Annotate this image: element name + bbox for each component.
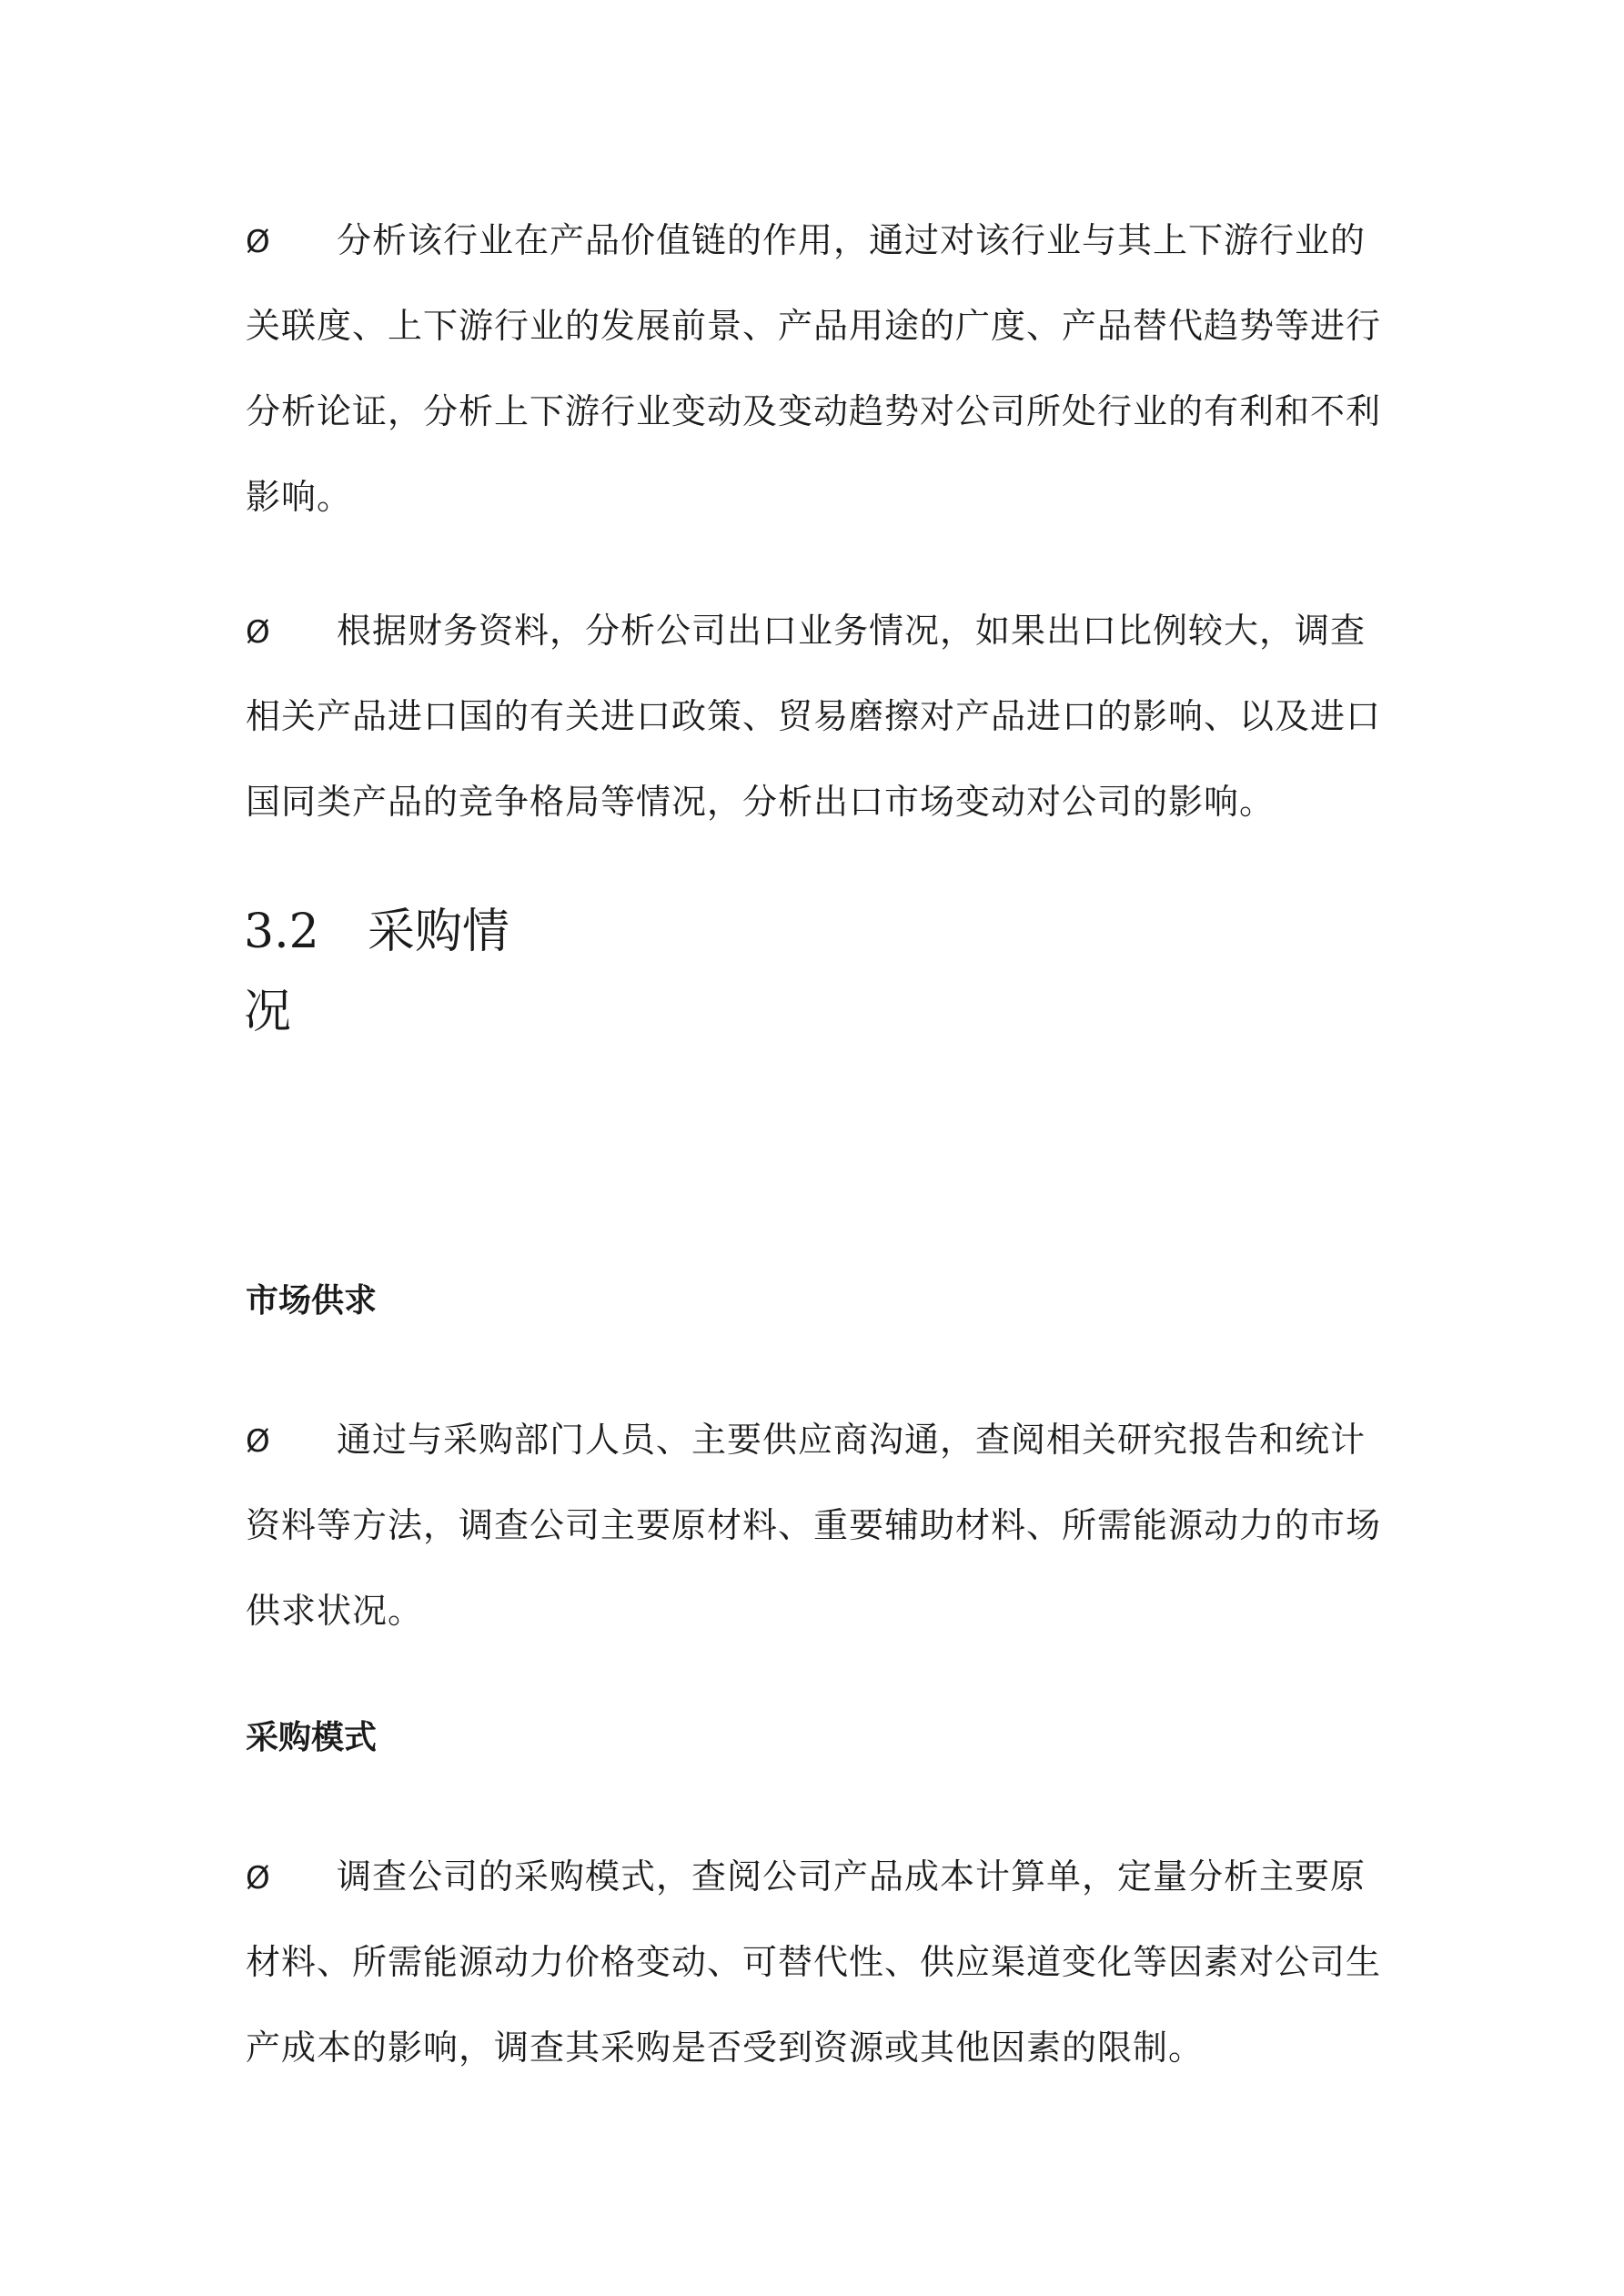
paragraph-line: 材料、所需能源动力价格变动、可替代性、供应渠道变化等因素对公司生 — [246, 1942, 1382, 1982]
paragraph-line: Ø 根据财务资料，分析公司出口业务情况，如果出口比例较大，调查 — [246, 588, 1392, 673]
section-heading — [244, 892, 509, 1052]
paragraph-line: 相关产品进口国的有关进口政策、贸易磨擦对产品进口的影响、以及进口 — [246, 696, 1382, 736]
subheading-market-supply: 市场供求 — [246, 1282, 378, 1320]
paragraph-line: 影响。 — [246, 477, 353, 517]
paragraph-line: Ø 通过与采购部门人员、主要供应商沟通，查阅相关研究报告和统计 — [246, 1397, 1392, 1482]
paragraph-line: Ø 调查公司的采购模式，查阅公司产品成本计算单，定量分析主要原 — [246, 1834, 1392, 1919]
section-title-continued: 况 — [244, 985, 292, 1039]
paragraph-line: 产成本的影响，调查其采购是否受到资源或其他因素的限制。 — [246, 2028, 1205, 2068]
bullet-icon: Ø — [246, 1423, 271, 1460]
paragraph-procurement-mode — [246, 1834, 1392, 2090]
section-number: 3.2 — [244, 905, 319, 959]
paragraph-line: 资料等方法，调查公司主要原材料、重要辅助材料、所需能源动力的市场 — [246, 1505, 1382, 1545]
paragraph-line: 关联度、上下游行业的发展前景、产品用途的广度、产品替代趋势等进行 — [246, 306, 1382, 346]
paragraph-line: 国同类产品的竞争格局等情况，分析出口市场变动对公司的影响。 — [246, 782, 1276, 822]
section-title: 采购情 — [368, 905, 510, 959]
subheading-procurement-mode: 采购模式 — [246, 1719, 378, 1756]
paragraph-line: 分析论证，分析上下游行业变动及变动趋势对公司所处行业的有利和不利 — [246, 391, 1382, 431]
paragraph-line: 供求状况。 — [246, 1591, 424, 1631]
bullet-icon: Ø — [246, 1860, 271, 1896]
bullet-icon: Ø — [246, 614, 271, 651]
paragraph-line: Ø 分析该行业在产品价值链的作用，通过对该行业与其上下游行业的 — [246, 197, 1392, 283]
paragraph-export — [246, 588, 1392, 845]
paragraph-market-supply — [246, 1397, 1392, 1654]
bullet-icon: Ø — [246, 224, 271, 260]
paragraph-value-chain — [246, 197, 1392, 540]
